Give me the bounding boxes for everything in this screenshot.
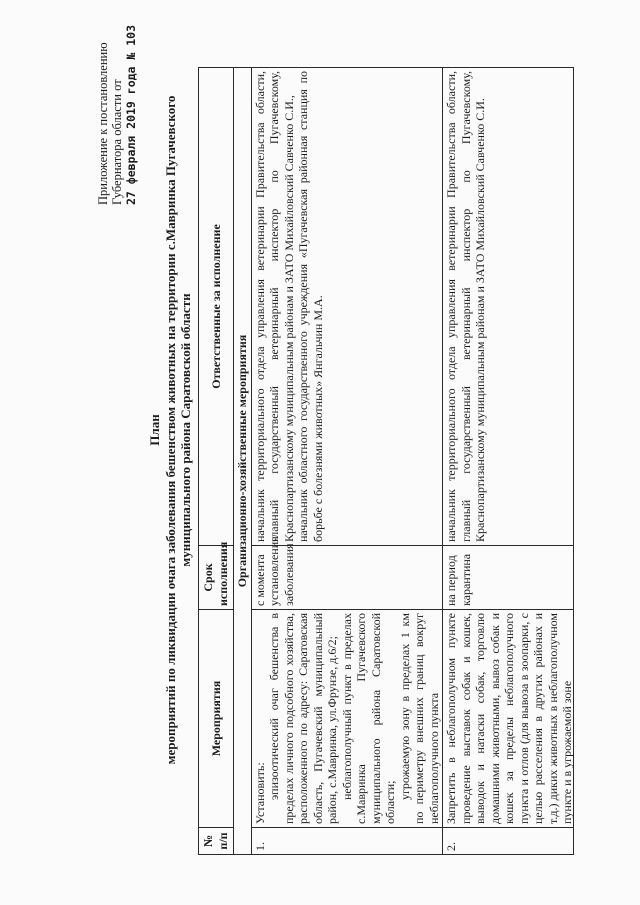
document-subtitle: мероприятий по ликвидации очага заболевания бешенством животных на территории с.Мавринка Пугачевского <box>163 95 178 765</box>
activity-intro: Установить: <box>252 762 267 824</box>
row-term: с момента установления заболевания <box>251 546 443 610</box>
table-row <box>443 68 574 855</box>
row-activity <box>251 610 443 828</box>
document-title: План <box>147 414 162 446</box>
row-responsible <box>251 68 443 546</box>
header-number: № п/п <box>199 828 234 855</box>
approval-line-1: Приложение к постановлению <box>96 42 110 205</box>
approval-date-number: 27 февраля 2019 года № 103 <box>124 24 138 205</box>
activity-paragraph: неблагополучный пункт в пределах с.Мавринка Пугачевского муниципального района Саратовской области; <box>339 613 397 824</box>
header-responsible: Ответственные за исполнение <box>199 68 234 546</box>
activity-paragraph: эпизоотический очаг бешенства в пределах личного подсобного хозяйства, расположенного по адресу: Саратовская область, Пугачевский муниципальный район, с.Мавринка, ул.Фрунзе, д.6/2; <box>267 613 339 824</box>
header-term: Срок исполнения <box>199 546 234 610</box>
document-subtitle-line2: муниципального района Саратовской области <box>178 293 193 567</box>
row-number: 2. <box>443 828 574 855</box>
section-title: Организационно-хозяйственные мероприятия <box>234 68 252 855</box>
row-responsible <box>443 68 574 546</box>
row-term: на период карантина <box>443 546 574 610</box>
approval-stamp <box>96 5 138 205</box>
table-header-row <box>199 68 234 855</box>
row-activity <box>443 610 574 828</box>
plan-table <box>198 67 574 855</box>
row-number: 1. <box>251 828 443 855</box>
activity-paragraph: угрожаемую зону в пределах 1 км по периметру внешних границ вокруг неблагополучного пункта <box>397 613 441 824</box>
responsible-paragraph: начальник территориального отдела управления ветеринарии Правительства области, главный государственный ветеринарный инспектор по Пугачевскому, Краснопартизанскому муниципальным районам и ЗАТО Михайловский Савченко С.И., <box>252 71 296 542</box>
responsible-paragraph: начальник территориального отдела управления ветеринарии Правительства области, главный государственный ветеринарный инспектор по Пугачевскому, Краснопартизанскому муниципальным районам и ЗАТО Михайловский Савченко С.И. <box>444 71 487 542</box>
responsible-paragraph: начальник областного государственного учреждения «Пугачевская районная станция по борьбе с болезнями животных» Янгальчин М.А. <box>296 71 325 542</box>
approval-line-2: Губернатора области от <box>110 79 124 205</box>
table-row <box>251 68 443 855</box>
section-row <box>234 68 252 855</box>
activity-paragraph: Запретить в неблагополучном пункте проведение выставок собак и кошек, выводок и натаски собак, торговлю домашними животными, вывоз собак и кошек за пределы неблагополучного пункта и отлов (для вывоза в зоопарки, с целью расселения в других районах и т.д.) диких животных в неблагополучном пункте и в угрожаемой зоне <box>444 613 574 824</box>
header-activity: Мероприятия <box>199 610 234 828</box>
